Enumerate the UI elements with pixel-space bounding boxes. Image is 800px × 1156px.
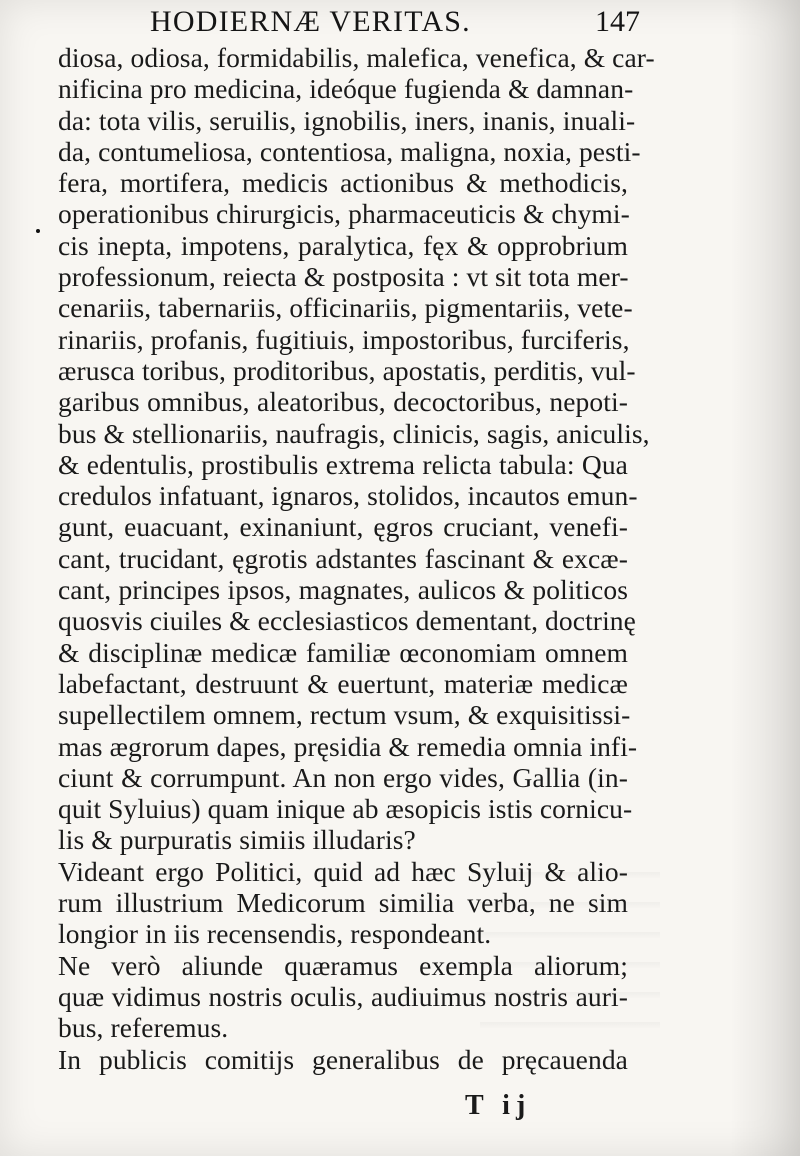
text-line: bus, referemus. — [58, 1012, 229, 1044]
text-line: da: tota vilis, seruilis, ignobilis, iners, inanis, inuali- — [58, 104, 636, 136]
text-line: ærusca toribus, proditoribus, apostatis, perditis, vul- — [58, 354, 636, 386]
text-line: garibus omnibus, aleatoribus, decoctoribus, nepoti- — [58, 386, 628, 418]
margin-mark — [36, 229, 40, 233]
text-line: fera, mortifera, medicis actionibus & methodicis, — [58, 167, 628, 199]
text-line: cant, principes ipsos, magnates, aulicos & politicos — [58, 574, 628, 606]
text-line: cis inepta, impotens, paralytica, fęx & opprobrium — [58, 229, 628, 261]
text-line: quit Syluius) quam inique ab æsopicis istis cornicu- — [58, 793, 633, 825]
running-title: HODIERNÆ VERITAS. — [150, 5, 471, 38]
text-line: operationibus chirurgicis, pharmaceuticis & chymi- — [58, 198, 630, 230]
text-line: bus & stellionariis, naufragis, clinicis, sagis, aniculis, — [58, 417, 650, 449]
text-line: & edentulis, prostibulis extrema relicta tabula: Qua — [58, 448, 628, 480]
text-line: credulos infatuant, ignaros, stolidos, incautos emun- — [58, 480, 638, 512]
text-line: Ne verò aliunde quæramus exempla aliorum; — [58, 949, 628, 981]
text-line: professionum, reiecta & postposita : vt sit tota mer- — [58, 261, 629, 293]
text-line: rinariis, profanis, fugitiuis, impostoribus, furciferis, — [58, 323, 630, 355]
text-line: nificina pro medicina, ideóque fugienda & damnan- — [58, 73, 634, 105]
text-line: ciunt & corrumpunt. An non ergo vides, Gallia (in- — [58, 761, 628, 793]
text-line: supellectilem omnem, rectum vsum, & exquisitissi- — [58, 699, 631, 731]
page-header — [0, 4, 800, 44]
page-edge-shadow — [730, 0, 800, 1156]
text-line: gunt, euacuant, exinaniunt, ęgros cruciant, venefi- — [58, 511, 628, 543]
text-line: longior in iis recensendis, respondeant. — [58, 918, 492, 950]
text-line: lis & purpuratis simiis illudaris? — [58, 824, 416, 856]
show-through-texture — [480, 872, 660, 1052]
text-line: Videant ergo Politici, quid ad hæc Syluij & alio- — [58, 855, 628, 887]
text-line: & disciplinæ medicæ familiæ œconomiam omnem — [58, 636, 628, 668]
text-line: labefactant, destruunt & euertunt, materiæ medicæ — [58, 667, 628, 699]
text-line: da, contumeliosa, contentiosa, maligna, noxia, pesti- — [58, 135, 641, 167]
text-line: rum illustrium Medicorum similia verba, ne sim — [58, 887, 628, 919]
text-line: cenariis, tabernariis, officinariis, pigmentariis, vete- — [58, 292, 633, 324]
text-line: quæ vidimus nostris oculis, audiuimus nostris auri- — [58, 980, 628, 1012]
text-line: cant, trucidant, ęgrotis adstantes fascinant & excæ- — [58, 542, 628, 574]
text-line: quosvis ciuiles & ecclesiasticos dementant, doctrinę — [58, 605, 636, 637]
text-line: In publicis comitijs generalibus de pręcauenda — [58, 1043, 628, 1075]
text-line: diosa, odiosa, formidabilis, malefica, venefica, & car- — [58, 42, 655, 73]
page-number: 147 — [595, 5, 640, 38]
text-line: mas ægrorum dapes, pręsidia & remedia omnia infi- — [58, 730, 638, 762]
signature-mark: T ij — [465, 1090, 532, 1121]
